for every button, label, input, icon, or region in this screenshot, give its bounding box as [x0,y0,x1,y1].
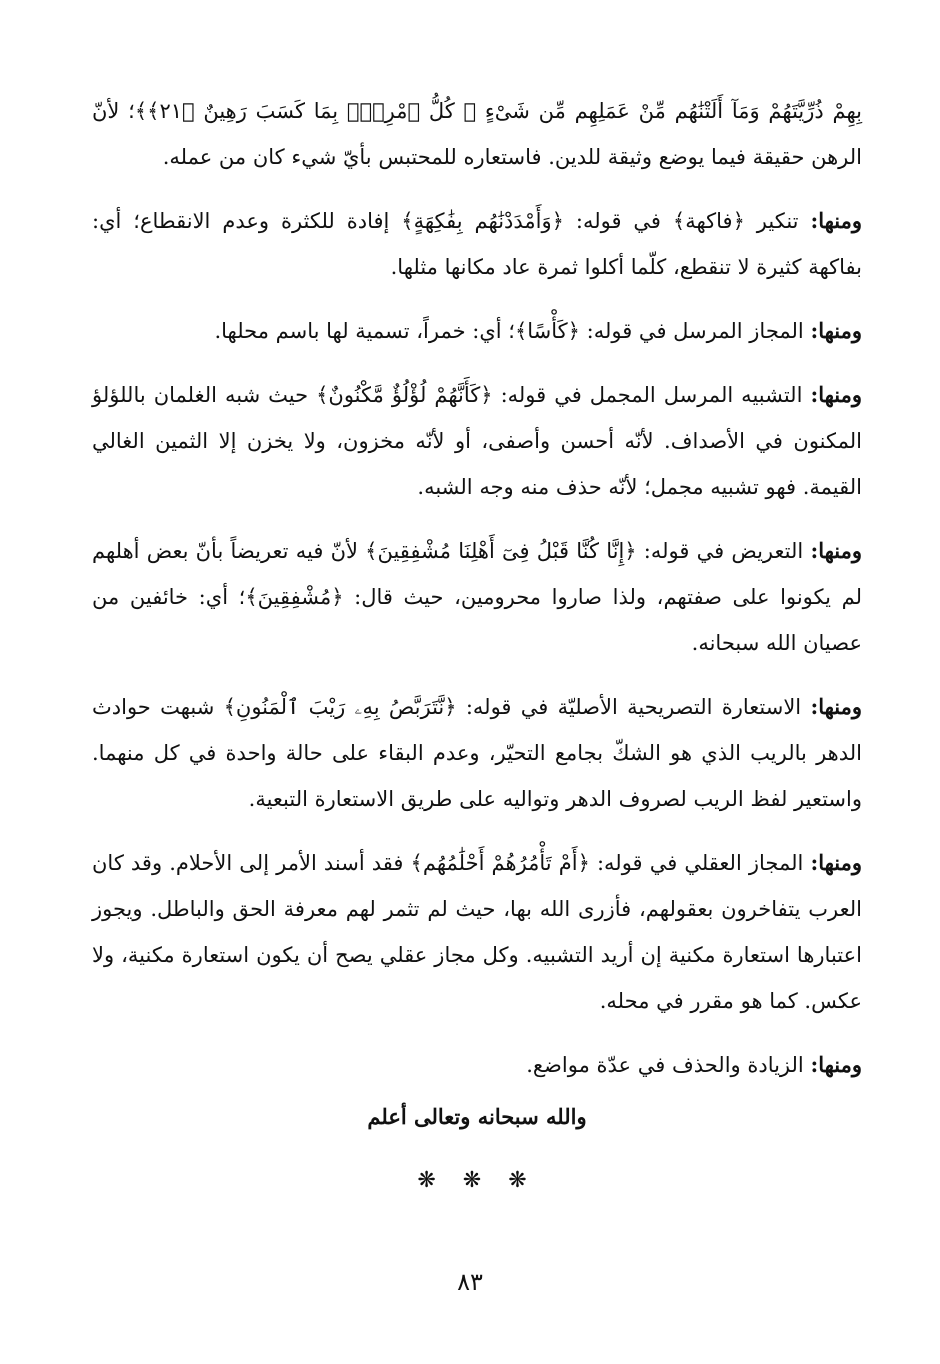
paragraph-text: التشبيه المرسل المجمل في قوله: ﴿كَأَنَّهُمْ لُؤْلُؤٌ مَّكْنُونٌ﴾ حيث شبه الغلمان باللؤلؤ المكنون في الأصداف. لأنّه أحسن وأصفى، أو لأنّه مخزون، ولا يخزن إلا الثمين الغالي القيمة. فهو تشبيه مجمل؛ لأنّه حذف منه وجه الشبه. [92,383,862,499]
paragraph-text: التعريض في قوله: ﴿إِنَّا كُنَّا قَبْلُ فِىٓ أَهْلِنَا مُشْفِقِينَ﴾ لأنّ فيه تعريضاً بأنّ بعض أهلهم لم يكونوا على صفتهم، ولذا صاروا محرومين، حيث قال: ﴿مُشْفِقِينَ﴾؛ أي: خائفين من عصيان الله سبحانه. [92,539,862,655]
paragraph-text: المجاز المرسل في قوله: ﴿كَأْسًا﴾؛ أي: خمراً، تسمية لها باسم محلها. [214,319,811,343]
paragraph-text: الزيادة والحذف في عدّة مواضع. [526,1053,811,1077]
paragraph-text: الاستعارة التصريحية الأصليّة في قوله: ﴿نَّتَرَبَّصُ بِهِۦ رَيْبَ ٱلْمَنُونِ﴾ شبهت حوادث الدهر بالريب الذي هو الشكّ بجامع التحيّر، وعدم البقاء على حالة واحدة في كل منهما. واستعير لفظ الريب لصروف الدهر وتواليه على طريق الاستعارة التبعية. [92,695,862,811]
paragraph-text: المجاز العقلي في قوله: ﴿أَمْ تَأْمُرُهُمْ أَحْلَٰمُهُم﴾ فقد أسند الأمر إلى الأحلام. وقد كان العرب يتفاخرون بعقولهم، فأزرى الله بها، حيث لم تثمر لهم معرفة الحق والباطل. ويجوز اعتبارها استعارة مكنية إن أريد التشبيه. وكل مجاز عقلي يصح أن يكون استعارة مكنية، ولا عكس. كما هو مقرر في محله. [92,851,862,1013]
paragraph-2 [92,198,862,290]
paragraph-4 [92,372,862,510]
paragraph-3 [92,308,862,354]
paragraph-text: بِهِمْ ذُرِّيَّتَهُمْ وَمَآ أَلَتْنَٰهُم مِّنْ عَمَلِهِم مِّن شَىْءٍ ۚ كُلُّ ٱمْرِئٍۭ بِمَا كَسَبَ رَهِينٌ ﴿٢١﴾﴾؛ لأنّ الرهن حقيقة فيما يوضع وثيقة للدين. فاستعاره للمحتبس بأيّ شيء كان من عمله. [92,99,863,169]
paragraph-lead: ومنها: [810,318,862,343]
closing-line: والله سبحانه وتعالى أعلم [367,1104,587,1129]
paragraph-lead: ومنها: [810,382,862,407]
paragraph-8 [92,1042,862,1088]
paragraph-1 [92,88,862,180]
paragraph-5 [92,528,862,666]
paragraph-7 [92,840,862,1024]
page-number: ٨٣ [457,1268,483,1296]
paragraph-text: تنكير ﴿فاكهة﴾ في قوله: ﴿وَأَمْدَدْنَٰهُم بِفَٰكِهَةٍ﴾ إفادة للكثرة وعدم الانقطاع؛ أي: بفاكهة كثيرة لا تنقطع، كلّما أكلوا ثمرة عاد مكانها مثلها. [92,209,862,279]
paragraph-lead: ومنها: [810,538,862,563]
ornament-stars: ❋ ❋ ❋ [417,1168,537,1193]
paragraph-lead: ومنها: [810,1052,862,1077]
paragraph-lead: ومنها: [810,208,862,233]
paragraph-lead: ومنها: [810,694,862,719]
paragraph-lead: ومنها: [810,850,862,875]
paragraph-6 [92,684,862,822]
